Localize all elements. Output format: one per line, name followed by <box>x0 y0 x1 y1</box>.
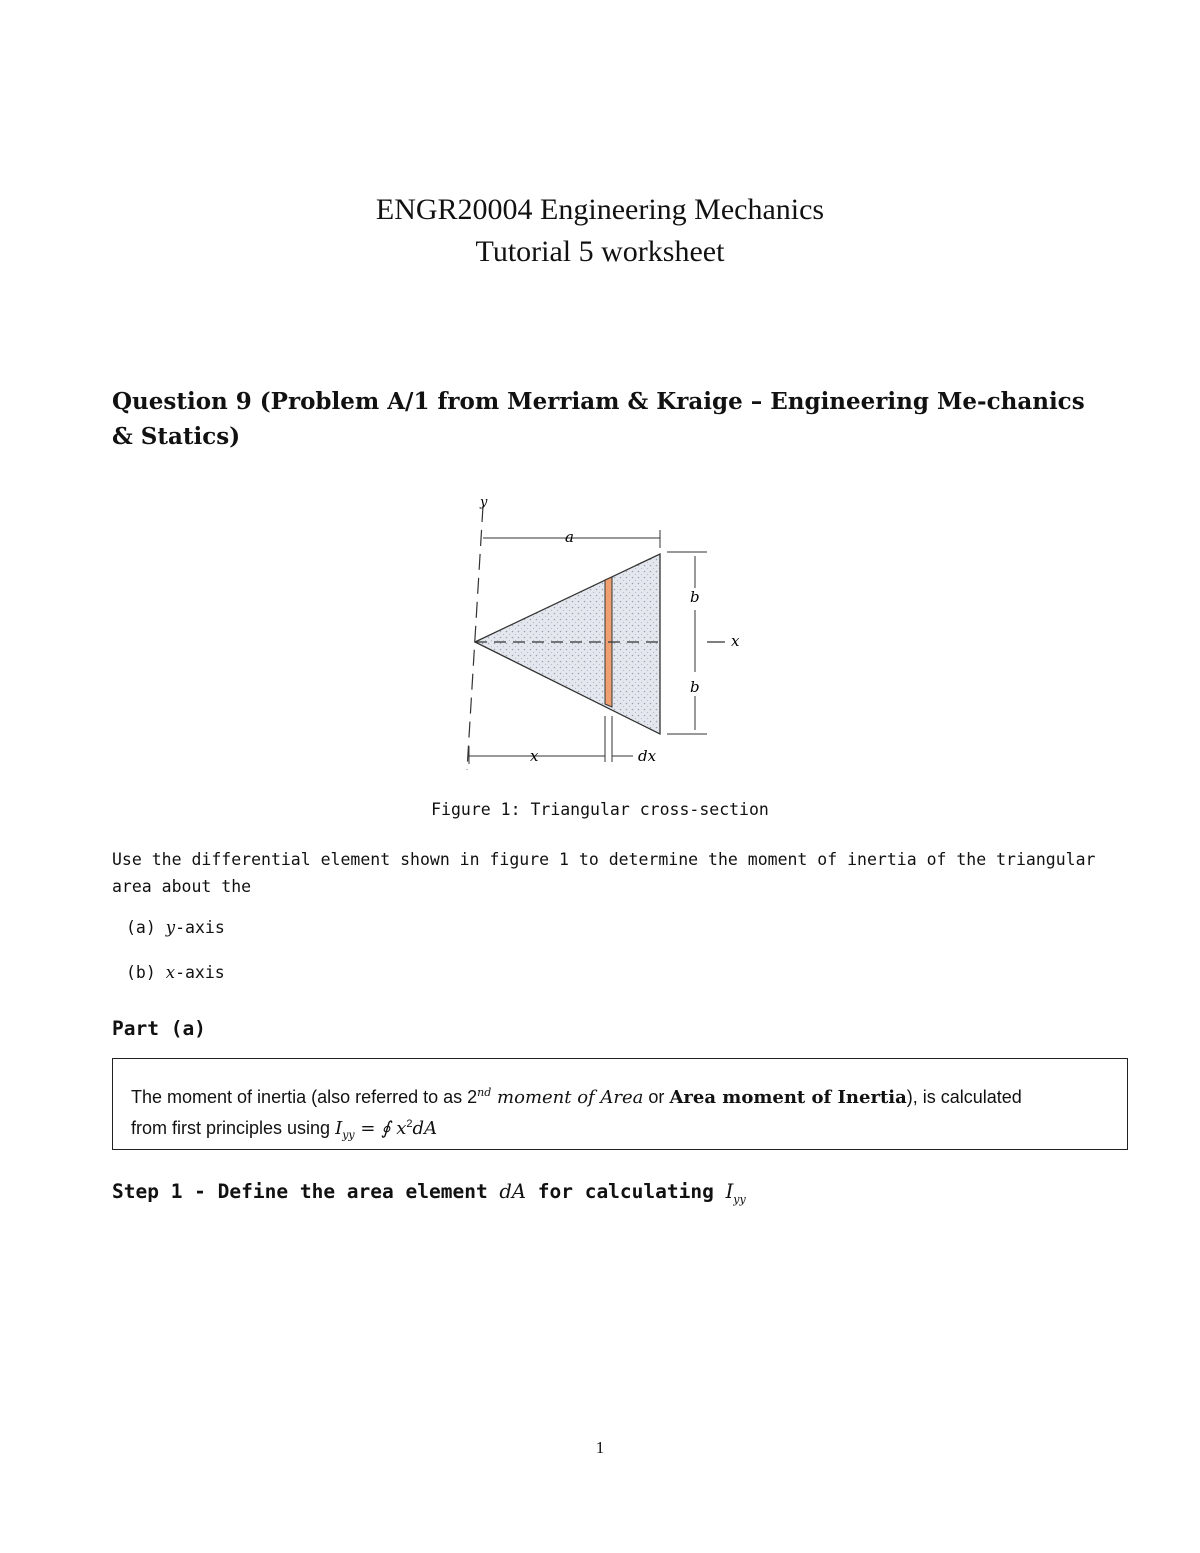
question-heading-text: Question 9 (Problem A/1 from Merriam & Kraige – Engineering Me-chanics & Statics) <box>112 388 1085 450</box>
label-y-axis: y <box>480 495 488 510</box>
formula-I: I <box>335 1118 343 1139</box>
list-item-b <box>126 963 225 982</box>
definition-text <box>131 1079 1121 1149</box>
definition-line2: from first principles using <box>131 1118 336 1138</box>
definition-post: ), is calculated <box>906 1087 1022 1107</box>
triangle-figure <box>445 492 765 782</box>
label-dx: dx <box>638 747 657 765</box>
label-b-bottom: b <box>690 678 700 696</box>
step-1-pre: Step 1 - Define the area element <box>112 1180 500 1203</box>
step-1-I-sub: yy <box>733 1192 746 1206</box>
document-subtitle: Tutorial 5 worksheet <box>475 235 725 268</box>
list-item-b-suffix: -axis <box>175 963 225 982</box>
label-b-top: b <box>690 588 700 606</box>
definition-box <box>112 1058 1128 1150</box>
list-item-a-suffix: -axis <box>175 918 225 937</box>
label-x-axis: x <box>731 632 740 650</box>
list-item-b-var: x <box>165 963 176 982</box>
document-title: ENGR20004 Engineering Mechanics <box>375 193 825 226</box>
step-1-dA: dA <box>499 1180 526 1203</box>
definition-pre: The moment of inertia (also referred to as 2 <box>131 1087 478 1107</box>
label-a: a <box>565 528 574 546</box>
part-a-heading: Part (a) <box>112 1017 206 1040</box>
step-1-I: I <box>725 1180 734 1203</box>
list-item-a <box>126 918 225 937</box>
formula-sup: 2 <box>406 1118 413 1130</box>
figure-caption: Figure 1: Triangular cross-section <box>431 800 769 819</box>
formula-end: dA <box>412 1118 438 1139</box>
list-item-b-label: (b) <box>126 963 156 982</box>
formula-rest: = ∮ x <box>354 1118 407 1139</box>
formula-I-sub: yy <box>342 1128 355 1142</box>
definition-italic: moment of Area <box>491 1087 644 1108</box>
definition-sup: nd <box>477 1086 492 1099</box>
question-heading <box>112 384 1092 454</box>
y-axis-line <box>467 506 483 770</box>
step-1-heading <box>112 1180 746 1206</box>
definition-bold: Area moment of Inertia <box>669 1087 907 1108</box>
list-item-a-var: y <box>165 918 176 937</box>
triangle-area <box>475 554 660 734</box>
step-1-mid: for calculating <box>526 1180 726 1203</box>
definition-mid: or <box>643 1087 670 1107</box>
problem-statement: Use the differential element shown in figure 1 to determine the moment of inertia of the triangular area about the <box>112 850 1096 896</box>
list-item-a-label: (a) <box>126 918 156 937</box>
label-x-distance: x <box>530 747 539 765</box>
page-number: 1 <box>595 1438 605 1457</box>
